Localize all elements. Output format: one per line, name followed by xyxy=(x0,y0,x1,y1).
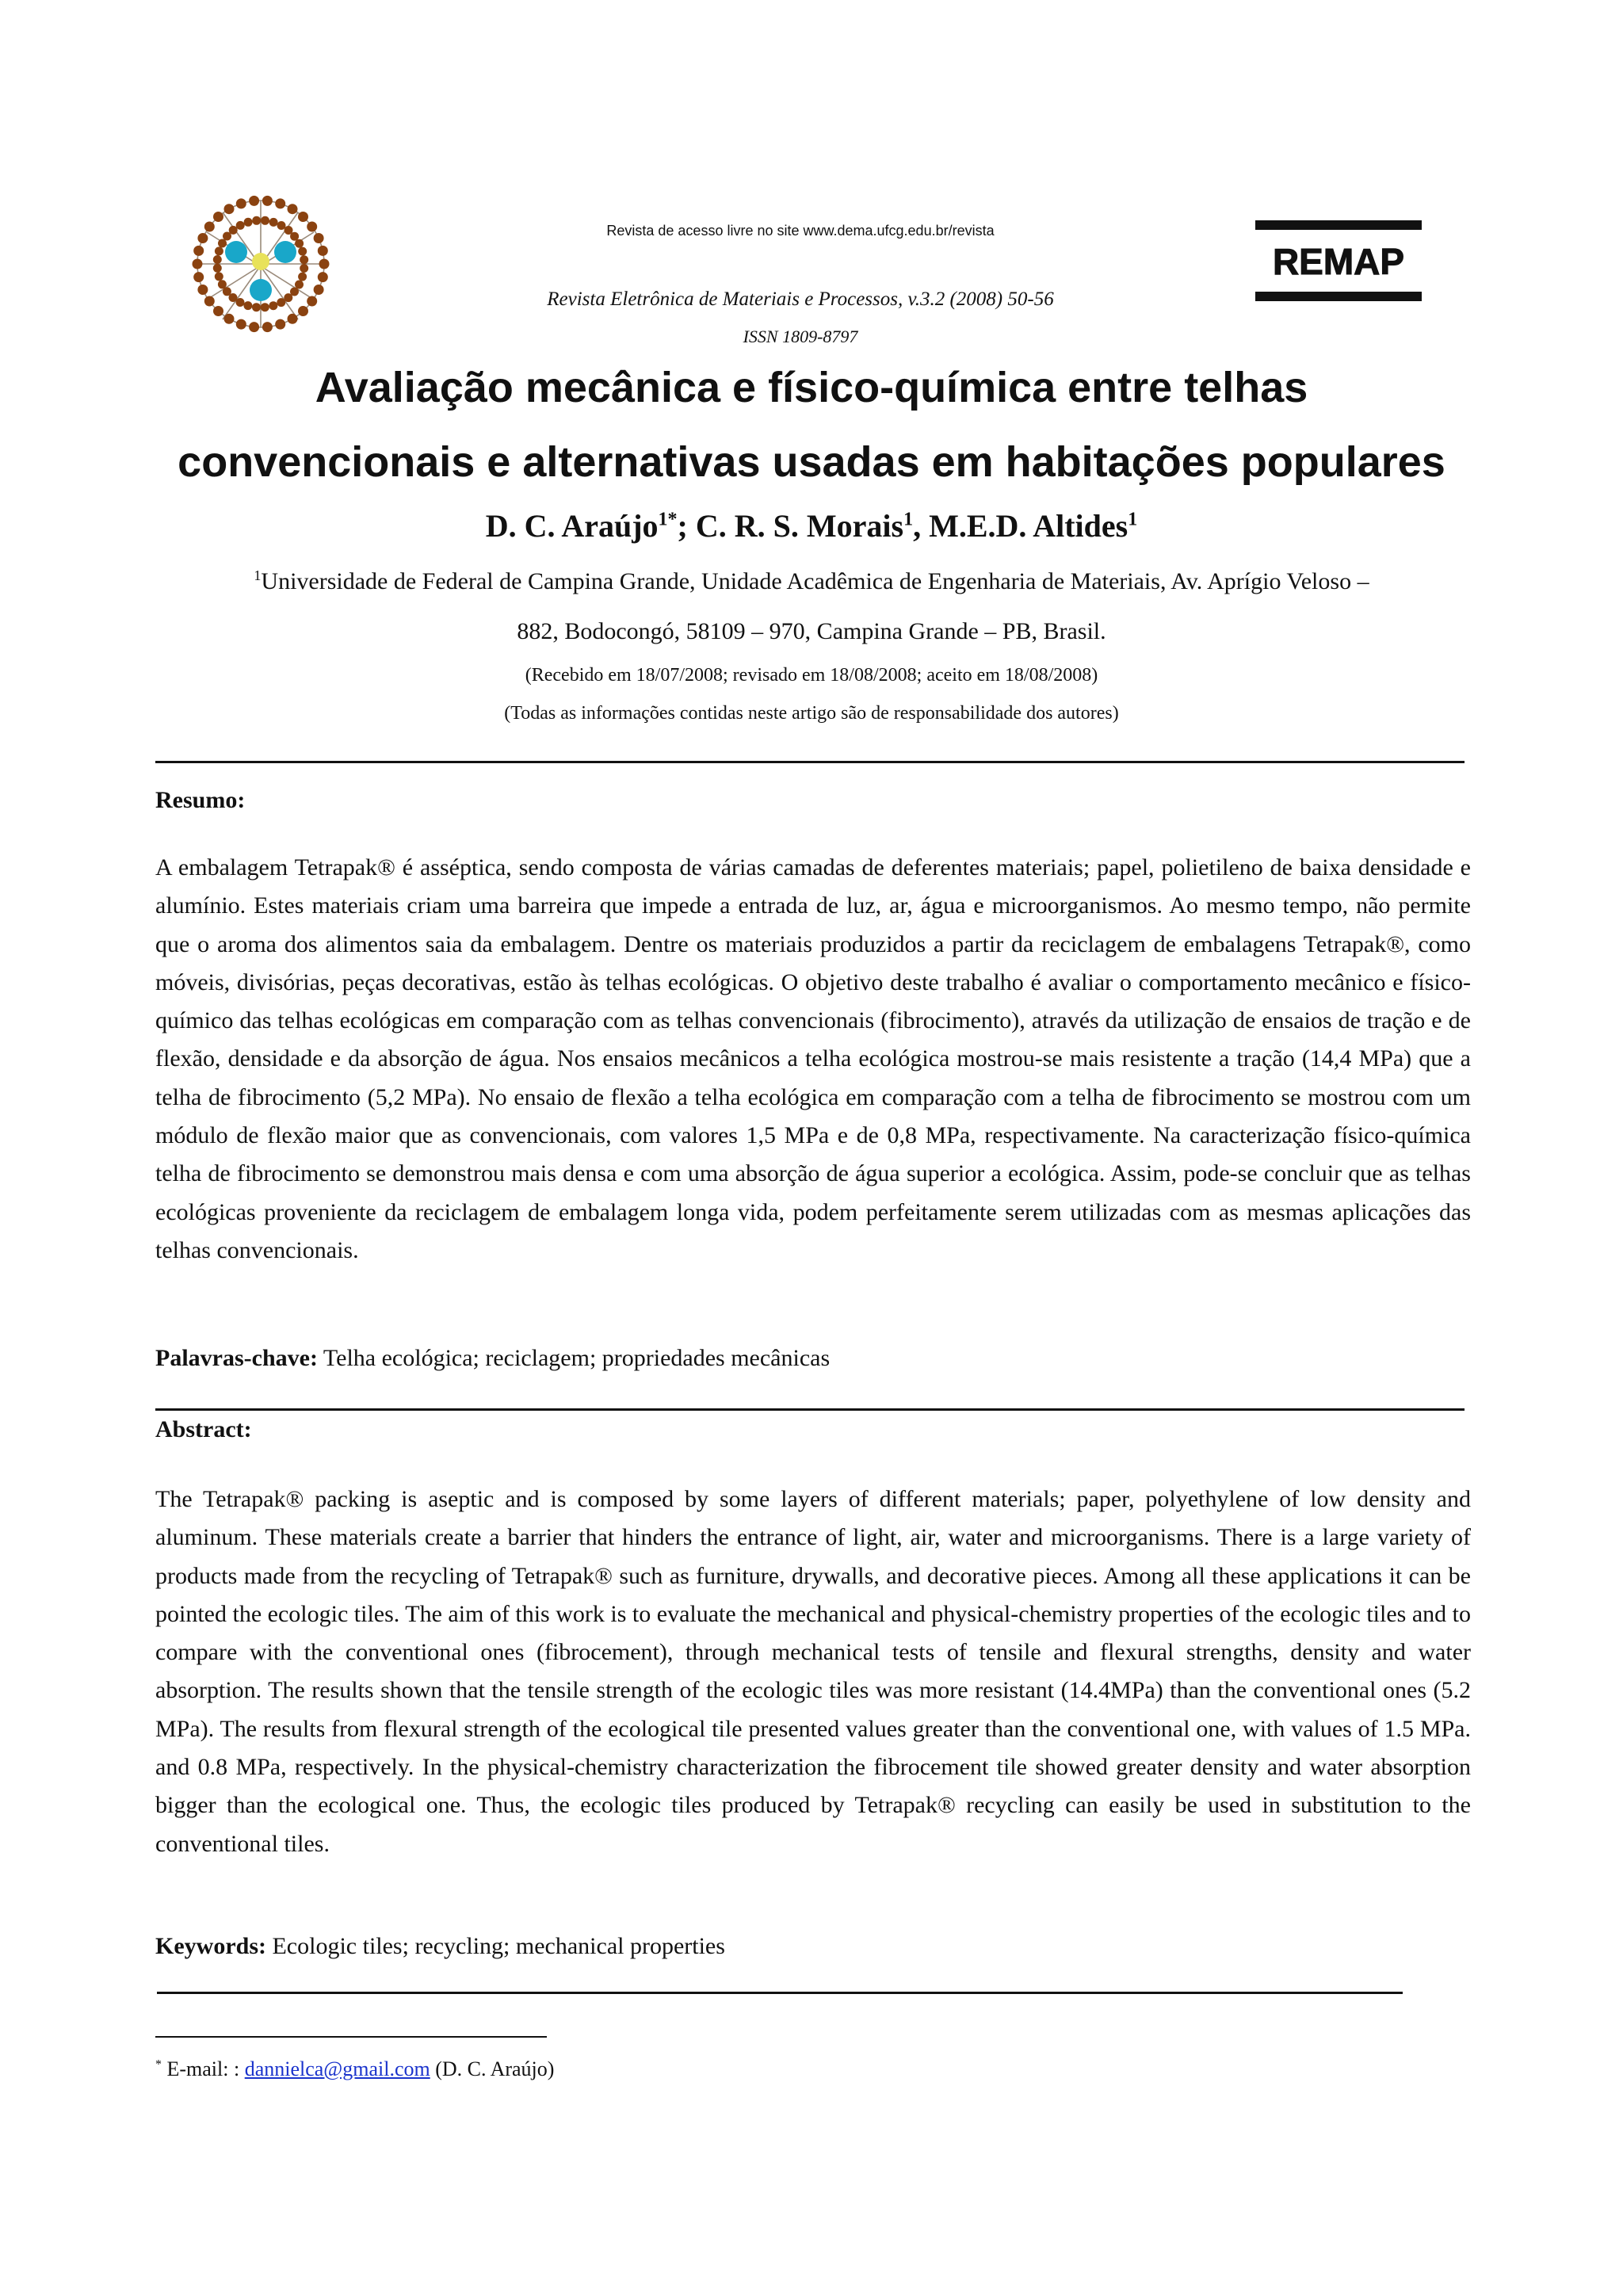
submission-dates: (Recebido em 18/07/2008; revisado em 18/08/2008; aceito em 18/08/2008) xyxy=(525,665,1098,686)
section-divider xyxy=(155,1408,1465,1411)
footnote-suffix: (D. C. Araújo) xyxy=(430,2057,555,2080)
author-separator: , xyxy=(913,508,930,544)
resumo-text: A embalagem Tetrapak® é asséptica, sendo composta de várias camadas de deferentes materiais; papel, polietileno de baixa densidade e alumínio. Estes materiais criam uma barreira que impede a entrada de luz, ar, água e microorganismos. Ao mesmo tempo, não permite que o aroma dos alimentos saia da embalagem. Dentre os materiais produzidos a partir da reciclagem de embalagens Tetrapak®, como móveis, divisórias, peças decorativas, estão às telhas ecológicas. O objetivo deste trabalho é avaliar o comportamento mecânico e físico-químico das telhas ecológicas em comparação com as telhas convencionais (fibrocimento), através da utilização de ensaios de tração e de flexão, densidade e da absorção de água. Nos ensaios mecânicos a telha ecológica mostrou-se mais resistente a tração (14,4 MPa) que a telha de fibrocimento (5,2 MPa). No ensaio de flexão a telha ecológica em comparação com a telha de fibrocimento se mostrou com um módulo de flexão maior que as convencionais, com valores 1,5 MPa e de 0,8 MPa, respectivamente. Na caracterização físico-química telha de fibrocimento se demonstrou mais densa e com uma absorção de água superior a ecológica. Assim, pode-se concluir que as telhas ecológicas proveniente da reciclagem de embalagem longa vida, podem perfeitamente serem utilizadas com as mesmas aplicações das telhas convencionais. xyxy=(155,854,1471,1263)
resumo-keywords xyxy=(155,1345,830,1372)
affiliation-text-1: Universidade de Federal de Campina Grande, Unidade Acadêmica de Engenharia de Materiais, Av. Aprígio Veloso – xyxy=(261,568,1369,594)
abstract-text: The Tetrapak® packing is aseptic and is composed by some layers of different materials; paper, polyethylene of low density and aluminum. These materials create a barrier that hinders the entrance of light, air, water and microorganisms. There is a large variety of products made from the recycling of Tetrapak® such as furniture, drywalls, and decorative pieces. Among all these applications it can be pointed the ecologic tiles. The aim of this work is to evaluate the mechanical and physical-chemistry properties of the ecologic tiles and to compare with the conventional ones (fibrocement), through mechanical tests of tensile and flexural strengths, density and water absorption. The results shown that the tensile strength of the ecologic tiles was more resistant (14.4MPa) than the conventional ones (5.2 MPa). The results from flexural strength of the ecological tile presented values greater than the conventional one, with values of 1.5 MPa. and 0.8 MPa, respectively. In the physical-chemistry characterization the fibrocement tile showed greater density and water absorption bigger than the ecological one. Thus, the ecologic tiles produced by Tetrapak® recycling can easily be used in substitution to the conventional tiles. xyxy=(155,1486,1471,1857)
svg-text:REMAP: REMAP xyxy=(1272,241,1405,282)
footnote-prefix: E-mail: : xyxy=(162,2057,245,2080)
paper-title-line-2: convencionais e alternativas usadas em habitações populares xyxy=(178,438,1445,486)
author-list xyxy=(0,507,1623,544)
affiliation-mark: 1 xyxy=(254,567,262,583)
keywords-label-en: Keywords: xyxy=(155,1933,266,1959)
keywords-pt: Telha ecológica; reciclagem; propriedades mecânicas xyxy=(317,1345,831,1371)
footnote-divider xyxy=(155,2036,547,2038)
responsibility-note: (Todas as informações contidas neste artigo são de responsabilidade dos autores) xyxy=(504,703,1119,724)
section-divider xyxy=(155,761,1465,763)
keywords-en: Ecologic tiles; recycling; mechanical properties xyxy=(265,1933,725,1959)
section-divider xyxy=(157,1992,1403,1994)
remap-logo xyxy=(1255,220,1422,301)
issn: ISSN 1809-8797 xyxy=(743,327,858,346)
affiliation-line-2: 882, Bodocongó, 58109 – 970, Campina Grande – PB, Brasil. xyxy=(517,618,1106,644)
abstract-heading: Abstract: xyxy=(155,1416,252,1442)
molecule-cage-icon xyxy=(187,189,334,339)
author-name: C. R. S. Morais xyxy=(695,508,904,544)
paper-title-line-1: Avaliação mecânica e físico-química entre telhas xyxy=(315,364,1308,411)
footnote-mark: * xyxy=(155,2057,162,2072)
resumo-heading: Resumo: xyxy=(155,787,246,813)
journal-site-line: Revista de acesso livre no site www.dema.ufcg.edu.br/revista xyxy=(606,223,995,239)
abstract-keywords xyxy=(155,1933,725,1960)
keywords-label-pt: Palavras-chave: xyxy=(155,1345,318,1371)
email-link[interactable]: dannielca@gmail.com xyxy=(244,2057,430,2080)
author-affiliation-mark: 1 xyxy=(903,509,914,530)
author-affiliation-mark: 1* xyxy=(658,509,678,530)
author-affiliation-mark: 1 xyxy=(1128,509,1138,530)
footnote xyxy=(155,2057,554,2081)
affiliation-line-1 xyxy=(0,567,1623,595)
author-separator: ; xyxy=(677,508,696,544)
author-name: M.E.D. Altides xyxy=(929,508,1128,544)
author-name: D. C. Araújo xyxy=(485,508,659,544)
journal-citation: Revista Eletrônica de Materiais e Processos, v.3.2 (2008) 50-56 xyxy=(547,288,1054,310)
